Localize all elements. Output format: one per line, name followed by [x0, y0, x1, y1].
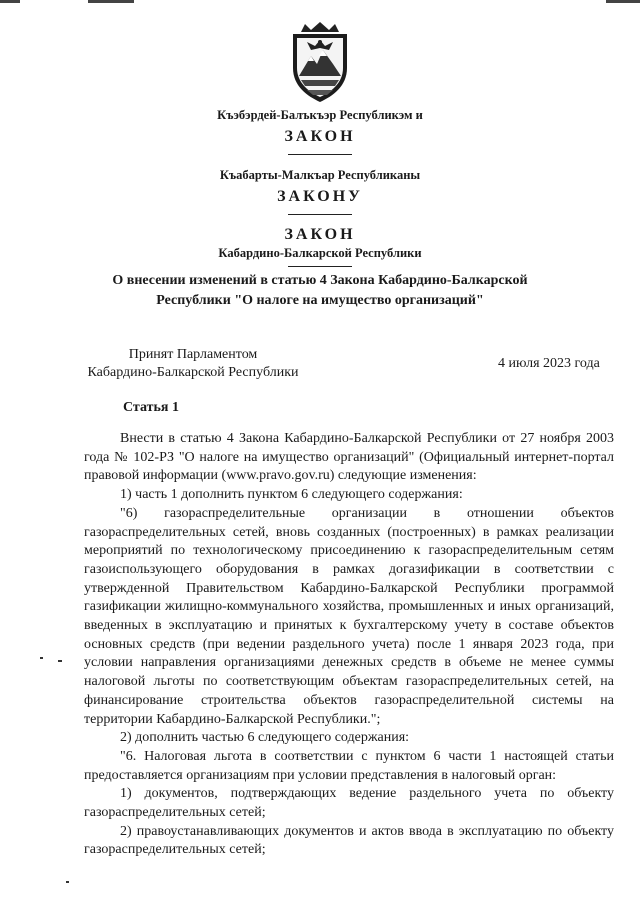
- adoption-line-1: Принят Парламентом: [128, 347, 258, 362]
- header-divider-3: [288, 266, 352, 267]
- coat-of-arms-emblem: [287, 20, 353, 104]
- adoption-date: 4 июля 2023 года: [498, 356, 600, 371]
- header-russian-law: ЗАКОН: [284, 226, 356, 243]
- header-divider-2: [288, 214, 352, 215]
- law-title-line-2: Республики "О налоге на имущество организаций": [156, 293, 484, 308]
- scan-edge-marks: [0, 0, 640, 6]
- header-divider-1: [288, 154, 352, 155]
- law-title-line-1: О внесении изменений в статью 4 Закона Кабардино-Балкарской: [112, 273, 528, 288]
- header-kabardian-republic: Къэбэрдей-Балъкъэр Республикэм и: [217, 108, 423, 122]
- article-paragraph: "6) газораспределительные организации в отношении объектов газораспределительных сетей, вновь созданных (построенных) в рамках реализации мероприятий по технологическому присоединению к газораспределительным сетям газоиспользующего оборудования в рамках догазификации в соответствии с утвержденной Правительством Кабардино-Балкарской Республики программой газификации жилищно-коммунального хозяйства, промышленных и иных организаций, введенных в эксплуатацию и принятых к бухгалтерскому учету в составе объектов основных средств (при ведении раздельного учета) после 1 января 2023 года, при условии направления организациями денежных средств в объеме не менее суммы налоговой льготы по соответствующим объектам газораспределительных сетей, на финансирование строительства объектов газораспределительной системы на территории Кабардино-Балкарской Республики.";: [84, 505, 614, 727]
- header-kabardian-law: ЗАКОН: [284, 128, 356, 145]
- header-russian-republic: Кабардино-Балкарской Республики: [218, 246, 422, 260]
- header-karachay-republic: Къабарты-Малкъар Республиканы: [219, 168, 421, 182]
- scan-speck: [58, 660, 62, 662]
- article-paragraph: 2) дополнить частью 6 следующего содержания:: [120, 730, 410, 746]
- scan-speck: [40, 657, 43, 659]
- article-paragraph: "6. Налоговая льгота в соответствии с пунктом 6 части 1 настоящей статьи предоставляется организациям при условии представления в налоговый орган:: [84, 748, 614, 783]
- article-paragraph: 2) правоустанавливающих документов и актов ввода в эксплуатацию по объекту газораспределительных сетей;: [84, 823, 614, 858]
- scan-speck: [66, 881, 69, 883]
- article-paragraph: 1) часть 1 дополнить пунктом 6 следующего содержания:: [120, 487, 463, 503]
- adoption-statement: [78, 346, 308, 382]
- article-body: [84, 430, 614, 860]
- article-paragraph: 1) документов, подтверждающих ведение раздельного учета по объекту газораспределительных сетей;: [84, 786, 614, 821]
- header-karachay-law: ЗАКОНУ: [277, 188, 363, 205]
- article-paragraph: Внести в статью 4 Закона Кабардино-Балкарской Республики от 27 ноября 2003 года № 102-РЗ "О налоге на имущество организаций" (Официальный интернет-портал правовой информации (www.pravo.gov.ru) следующие изменения:: [84, 431, 614, 484]
- article-heading: Статья 1: [123, 400, 179, 415]
- adoption-line-2: Кабардино-Балкарской Республики: [87, 365, 299, 380]
